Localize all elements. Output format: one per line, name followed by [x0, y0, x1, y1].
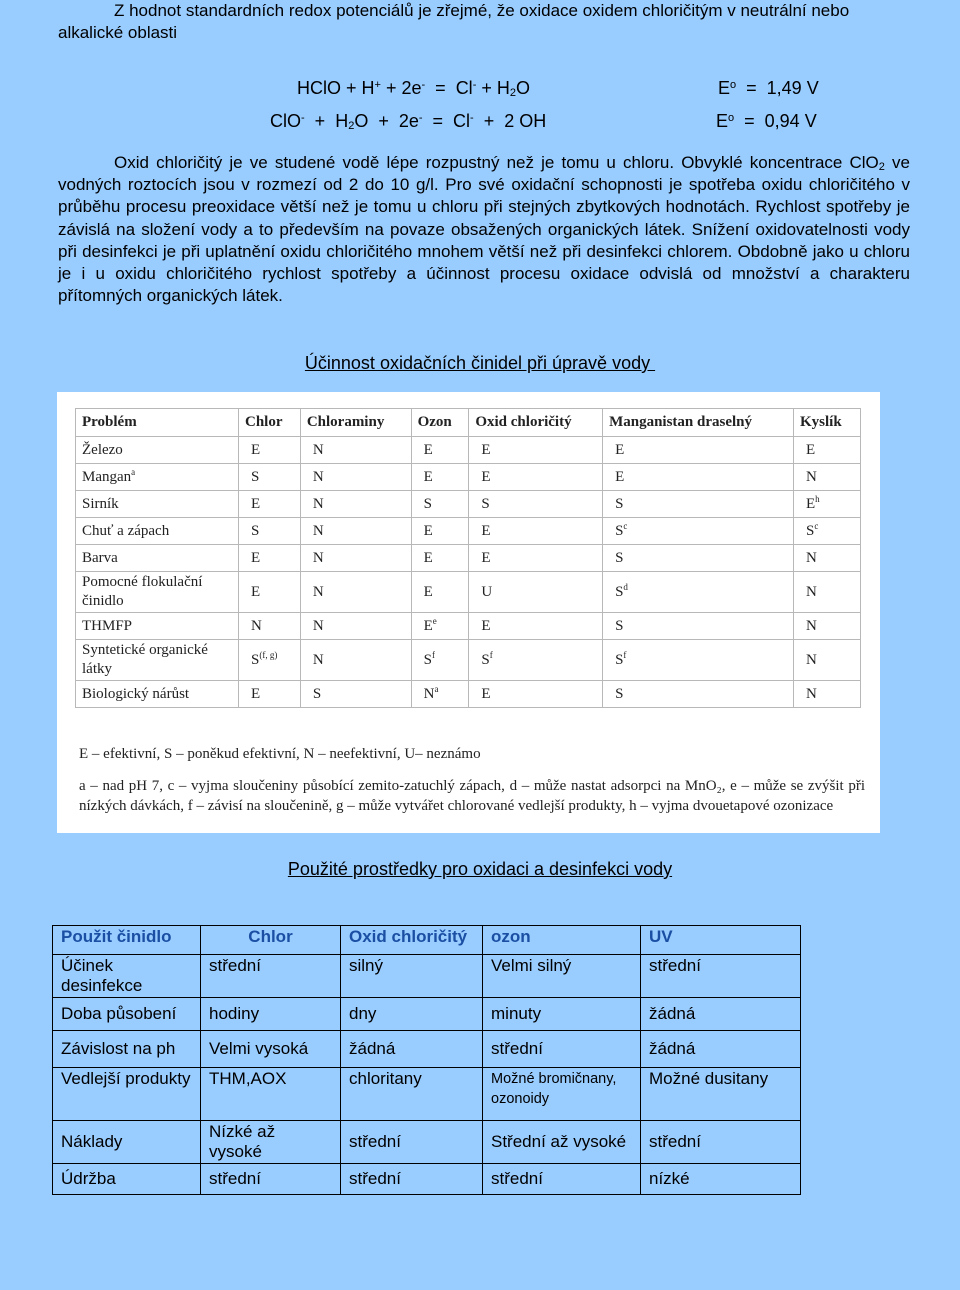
rating-cell: E: [469, 518, 603, 545]
rating-cell: $S^f$: [603, 640, 794, 681]
rating-cell: S: [603, 613, 794, 640]
heading-oxidant-efficiency: Účinnost oxidačních činidel při úpravě vody: [304, 353, 656, 373]
row-label-cell: Vedlejší produkty: [53, 1068, 201, 1121]
intro-paragraph: Z hodnot standardních redox potenciálů je zřejmé, že oxidace oxidem chloričitým v neutrální nebo alkalické oblasti: [58, 1, 850, 42]
table-row: [76, 640, 861, 681]
rating-cell: E: [239, 572, 301, 613]
value-cell: Velmi vysoká: [201, 1031, 341, 1068]
rating-cell: E: [411, 437, 469, 464]
row-label-cell: Údržba: [53, 1164, 201, 1195]
means-header-1: Chlor: [201, 926, 341, 955]
table-row: [76, 518, 861, 545]
problem-cell: Syntetické organické látky: [76, 640, 239, 681]
value-cell: nízké: [641, 1164, 801, 1195]
rating-cell: N: [300, 491, 411, 518]
table-row: [53, 1031, 801, 1068]
value-cell: Nízké až vysoké: [201, 1121, 341, 1164]
rating-cell: S: [411, 491, 469, 518]
rating-cell: N: [793, 464, 860, 491]
value-cell: chloritany: [341, 1068, 483, 1121]
means-header-0: Použit činidlo: [53, 926, 201, 955]
value-cell: střední: [483, 1031, 641, 1068]
oxidant-efficiency-table-image: [57, 392, 880, 833]
equation-2-potential: $E^o = 0,94$ V: [716, 111, 817, 131]
rating-cell: S$^{(f, g)}$: [239, 640, 301, 681]
table-row: [76, 681, 861, 708]
rating-cell: E: [469, 545, 603, 572]
rating-cell: N: [300, 464, 411, 491]
problem-cell: Pomocné flokulační činidlo: [76, 572, 239, 613]
disinfection-means-table: [52, 925, 801, 1195]
rating-cell: N: [793, 545, 860, 572]
scan-header-2: Chloraminy: [300, 409, 411, 437]
value-cell: střední: [641, 1121, 801, 1164]
value-cell: Velmi silný: [483, 955, 641, 998]
problem-cell: Sirník: [76, 491, 239, 518]
means-header-3: ozon: [483, 926, 641, 955]
rating-cell: N: [793, 681, 860, 708]
table-row: [53, 1164, 801, 1195]
table-row: [76, 613, 861, 640]
value-cell: střední: [201, 1164, 341, 1195]
value-cell: střední: [201, 955, 341, 998]
row-label-cell: Účinek desinfekce: [53, 955, 201, 998]
problem-cell: Železo: [76, 437, 239, 464]
rating-cell: N: [239, 613, 301, 640]
table-row: [76, 437, 861, 464]
rating-cell: N: [300, 437, 411, 464]
table-row: [76, 545, 861, 572]
scan-header-4: Oxid chloričitý: [469, 409, 603, 437]
table-row: [53, 955, 801, 998]
value-cell: THM,AOX: [201, 1068, 341, 1121]
rating-cell: E: [411, 545, 469, 572]
scan-header-6: Kyslík: [793, 409, 860, 437]
scan-header-3: Ozon: [411, 409, 469, 437]
value-cell: Možné bromičnany, ozonoidy: [483, 1068, 641, 1121]
value-cell: dny: [341, 998, 483, 1031]
value-cell: střední: [641, 955, 801, 998]
rating-cell: N: [300, 640, 411, 681]
row-label-cell: Doba působení: [53, 998, 201, 1031]
table-footnotes: a – nad pH 7, c – vyjma sloučeniny působící zemito-zatuchlý zápach, d – může nastat adsorpci na MnO₂, e – může se zvýšit při nízkých dávkách, f – závisí na sloučenině, g – může vytvářet chlorované vedlejší produkty, h – vyjma dvouetapové ozonizace: [79, 778, 865, 814]
rating-cell: E: [411, 464, 469, 491]
rating-cell: $S^c$: [603, 518, 794, 545]
table-legend: E – efektivní, S – poněkud efektivní, N – neefektivní, U– neznámo: [79, 746, 481, 762]
rating-cell: E: [411, 518, 469, 545]
rating-cell: S: [603, 681, 794, 708]
value-cell: žádná: [641, 1031, 801, 1068]
problem-cell: THMFP: [76, 613, 239, 640]
rating-cell: S: [239, 464, 301, 491]
rating-cell: S: [469, 491, 603, 518]
row-label-cell: Závislost na ph: [53, 1031, 201, 1068]
rating-cell: $E^e$: [411, 613, 469, 640]
oxidant-efficiency-table: [75, 408, 861, 708]
row-label-cell: Náklady: [53, 1121, 201, 1164]
rating-cell: S: [300, 681, 411, 708]
equation-2: $ClO^- + H_2O + 2e^- = Cl^- + 2$ OH: [270, 111, 547, 132]
rating-cell: E: [469, 613, 603, 640]
rating-cell: $S^f$: [411, 640, 469, 681]
rating-cell: E: [469, 464, 603, 491]
body-paragraph: Oxid chloričitý je ve studené vodě lépe rozpustný než je tomu u chloru. Obvyklé koncentrace ClO$_2$ ve vodných roztocích jsou v rozmezí od 2 do 10 g/l. Pro své oxidační schopnosti je spotřeba oxidu chloričitého v průběhu procesu preoxidace větší než je tomu u chloru při stejných zbytkových hodnotách. Rychlost spotřeby je závislá na složení vody a to především na povaze obsažených organických látek. Snížení oxidovatelnosti vody při desinfekci je při uplatnění oxidu chloričitého mnohem větší než při desinfekci chlorem. Obdobně jako u chloru je i u oxidu chloričitého rychlost spotřeby a účinnost procesu oxidace odvislá od množství a charakteru přítomných organických látek.: [58, 153, 910, 306]
heading-used-means: Použité prostředky pro oxidaci a desinfekci vody: [287, 859, 673, 879]
rating-cell: U: [469, 572, 603, 613]
table-row: [76, 572, 861, 613]
value-cell: žádná: [641, 998, 801, 1031]
table-row: [53, 998, 801, 1031]
rating-cell: E: [239, 491, 301, 518]
value-cell: žádná: [341, 1031, 483, 1068]
value-cell: střední: [341, 1164, 483, 1195]
rating-cell: E: [793, 437, 860, 464]
rating-cell: $E^h$: [793, 491, 860, 518]
rating-cell: S: [239, 518, 301, 545]
rating-cell: $N^a$: [411, 681, 469, 708]
rating-cell: N: [793, 613, 860, 640]
rating-cell: N: [300, 572, 411, 613]
rating-cell: N: [793, 572, 860, 613]
rating-cell: E: [411, 572, 469, 613]
table-row: [76, 464, 861, 491]
rating-cell: N: [300, 545, 411, 572]
rating-cell: $S^f$: [469, 640, 603, 681]
rating-cell: N: [300, 613, 411, 640]
value-cell: minuty: [483, 998, 641, 1031]
rating-cell: E: [603, 437, 794, 464]
value-cell: silný: [341, 955, 483, 998]
rating-cell: N: [793, 640, 860, 681]
rating-cell: E: [239, 437, 301, 464]
scan-header-0: Problém: [76, 409, 239, 437]
table-row: [76, 491, 861, 518]
equation-1: HClO + $H^+ + 2e^- = Cl^- + H_2O$: [297, 78, 531, 99]
rating-cell: E: [239, 681, 301, 708]
problem-cell: Barva: [76, 545, 239, 572]
problem-cell: Chuť a zápach: [76, 518, 239, 545]
value-cell: hodiny: [201, 998, 341, 1031]
means-header-4: UV: [641, 926, 801, 955]
equation-1-potential: $E^o = 1,49$ V: [718, 78, 819, 98]
means-header-2: Oxid chloričitý: [341, 926, 483, 955]
rating-cell: S: [603, 491, 794, 518]
rating-cell: N: [300, 518, 411, 545]
rating-cell: E: [603, 464, 794, 491]
rating-cell: E: [469, 437, 603, 464]
problem-cell: Mangan$^a$: [76, 464, 239, 491]
value-cell: střední: [483, 1164, 641, 1195]
rating-cell: S: [603, 545, 794, 572]
rating-cell: E: [239, 545, 301, 572]
scan-header-5: Manganistan draselný: [603, 409, 794, 437]
problem-cell: Biologický nárůst: [76, 681, 239, 708]
rating-cell: $S^d$: [603, 572, 794, 613]
rating-cell: E: [469, 681, 603, 708]
table-row: [53, 1068, 801, 1121]
value-cell: Možné dusitany: [641, 1068, 801, 1121]
value-cell: střední: [341, 1121, 483, 1164]
rating-cell: $S^c$: [793, 518, 860, 545]
scan-header-1: Chlor: [239, 409, 301, 437]
table-row: [53, 1121, 801, 1164]
value-cell: Střední až vysoké: [483, 1121, 641, 1164]
